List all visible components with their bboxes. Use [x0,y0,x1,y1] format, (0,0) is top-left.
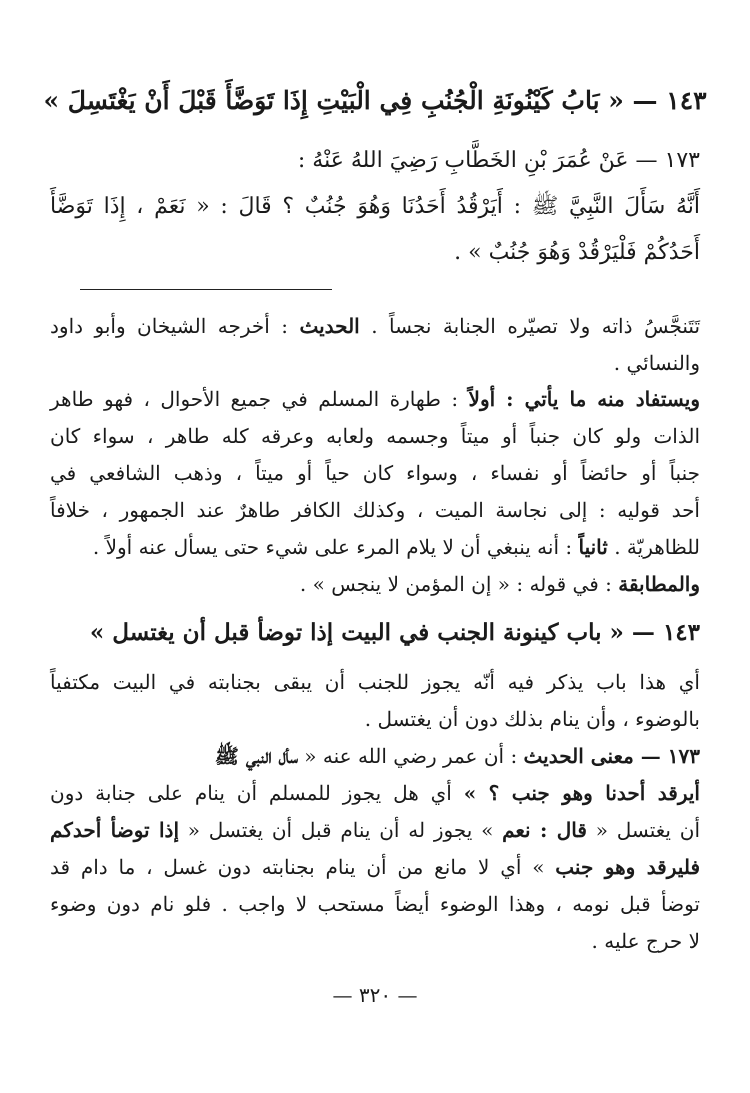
meaning-quote: فليرقد وهو جنب [555,855,700,879]
page-number: — ٣٢٠ — [332,983,418,1007]
benefits-line-4: أحد قوليه : إلى نجاسة الميت ، وكذلك الكافر طاهرٌ عند الجمهور ، خلافاً [50,498,700,522]
hadith-matn-line-1: أَنَّهُ سَأَلَ النَّبِيَّ ﷺ : أَيَرْقُدُ أَحَدُنَا وَهُوَ جُنُبٌ ؟ قَالَ : « نَعَمْ ، إِذَا تَوَضَّأَ [50,194,700,219]
meaning-line-3 [50,820,700,840]
footnote-divider [80,289,332,290]
section-body-line-2: بالوضوء ، وأن ينام بذلك دون أن يغتسل . [364,707,700,731]
meaning-text: : أن عمر رضي الله عنه « [304,744,518,768]
commentary-line-2: والنسائي . [613,351,700,375]
commentary-line-1 [50,316,700,336]
section-body-line-1: أي هذا باب يذكر فيه أنّه يجوز للجنب أن يبقى بجنابته في البيت مكتفياً [50,670,700,694]
meaning-text: أي هل يجوز للمسلم أن ينام على جنابة دون [50,781,452,805]
meaning-quote: قال : نعم [502,818,587,842]
hadith-matn-line-2: أَحَدُكُمْ فَلْيَرْقُدْ وَهُوَ جُنُبٌ » . [454,240,700,265]
meaning-text: » أي لا مانع من أن ينام بجنابته دون غسل ، ما دام قد [50,855,545,879]
benefits-text: : أنه ينبغي أن لا يلام المرء على شيء حتى يسأل عنه أولاً . [92,535,573,559]
benefits-label: ويستفاد منه ما يأتي : أولاً [468,387,700,411]
meaning-text: » يجوز له أن ينام قبل أن يغتسل « [187,818,494,842]
benefits-line-6 [50,574,700,594]
chapter-title: ١٤٣ — « بَابُ كَيْنُونَةِ الْجُنُبِ فِي الْبَيْتِ إِذَا تَوَضَّأَ قَبْلَ أَنْ يَغْتَسِلَ » [43,86,707,115]
meaning-line-1 [50,746,700,766]
meaning-label: ١٧٣ — معنى الحديث [523,744,700,768]
benefits-line-1 [50,389,700,409]
benefits-text: : في قوله : « إن المؤمن لا ينجس » . [299,572,612,596]
meaning-quote: أيرقد أحدنا وهو جنب ؟ » [463,781,700,805]
meaning-text: أن يغتسل « [595,818,701,842]
meaning-line-2 [50,783,700,803]
meaning-quote: سأل النبي ﷺ [214,744,298,768]
meaning-line-6: لا حرج عليه . [591,929,700,953]
meaning-line-4 [50,857,700,877]
commentary-text: تَتَنجَّسُ ذاته ولا تصيّره الجنابة نجساً . [371,314,701,338]
benefits-line-2: الذات ولو كان جنباً أو ميتاً وجسمه ولعابه وعرقه كله طاهر ، سواء كان [50,424,700,448]
second-label: ثانياً [578,535,608,559]
meaning-line-5: توضأ قبل نومه ، وهذا الوضوء أيضاً مستحب لا واجب . فلو نام دون وضوء [50,892,700,916]
section-title: ١٤٣ — « باب كينونة الجنب في البيت إذا توضأ قبل أن يغتسل » [89,619,700,646]
hadith-label: الحديث [299,314,360,338]
benefits-text: للظاهريّة . [614,535,700,559]
hadith-isnad: ١٧٣ — عَنْ عُمَرَ بْنِ الخَطَّابِ رَضِيَ اللهُ عَنْهُ : [297,148,700,173]
correspondence-label: والمطابقة [618,572,700,596]
benefits-line-3: جنباً أو حائضاً أو نفساء ، وسواء كان حياً أو ميتاً ، وذهب الشافعي في [50,461,700,485]
commentary-text: : أخرجه الشيخان وأبو داود [50,314,288,338]
meaning-quote: إذا توضأ أحدكم [50,818,180,842]
benefits-text: : طهارة المسلم في جميع الأحوال ، فهو طاهر [50,387,459,411]
benefits-line-5 [50,537,700,557]
